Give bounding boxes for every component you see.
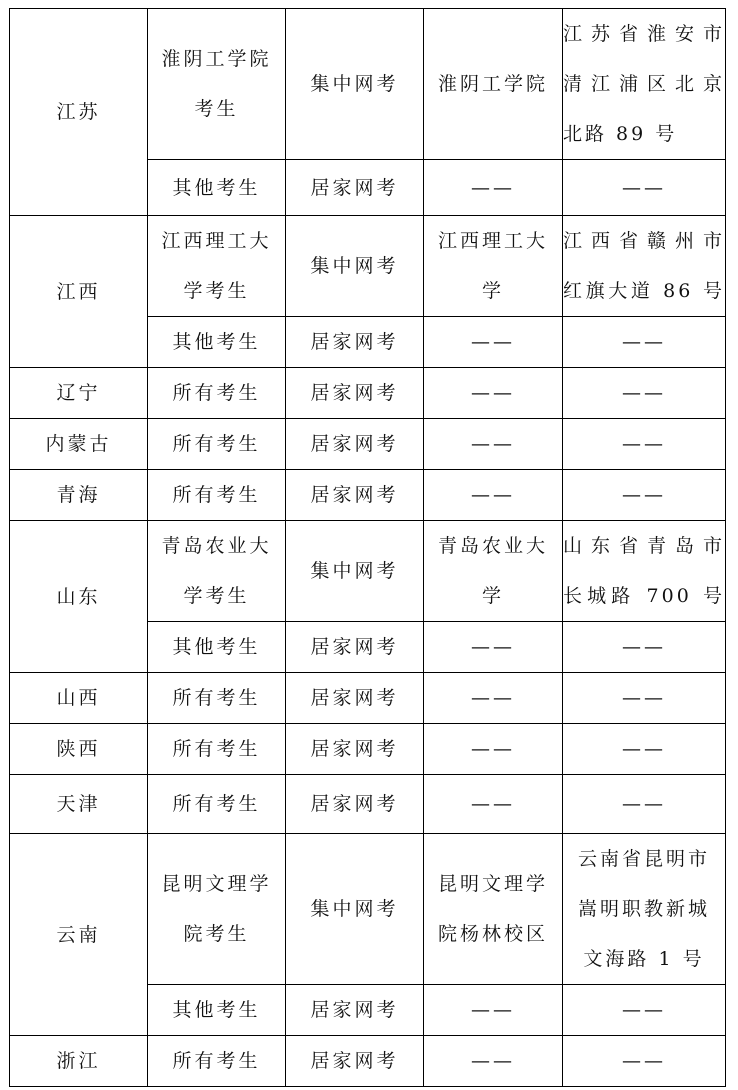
site-address-cell: —— bbox=[563, 160, 726, 216]
exam-site-cell: —— bbox=[424, 775, 563, 834]
exam-site-cell: —— bbox=[424, 368, 563, 419]
address-line: 江苏省淮安市 bbox=[563, 23, 725, 45]
province-cell: 内蒙古 bbox=[10, 419, 148, 470]
exam-site-cell: 江西理工大 学 bbox=[424, 216, 563, 317]
exam-site-cell: 淮阴工学院 bbox=[424, 9, 563, 160]
table-row bbox=[10, 216, 726, 317]
table-row bbox=[10, 834, 726, 985]
table-row bbox=[10, 1036, 726, 1087]
exam-mode-cell: 居家网考 bbox=[286, 419, 424, 470]
exam-mode-cell: 集中网考 bbox=[286, 521, 424, 622]
examinee-group-cell: 所有考生 bbox=[148, 470, 286, 521]
exam-mode-cell: 居家网考 bbox=[286, 1036, 424, 1087]
examinee-group-cell: 所有考生 bbox=[148, 673, 286, 724]
examinee-group-cell: 江西理工大 学考生 bbox=[148, 216, 286, 317]
site-address-cell: —— bbox=[563, 724, 726, 775]
exam-site-cell: —— bbox=[424, 985, 563, 1036]
examinee-group-cell: 所有考生 bbox=[148, 724, 286, 775]
address-line: 云南省昆明市 bbox=[577, 848, 710, 870]
examinee-group-cell: 所有考生 bbox=[148, 775, 286, 834]
site-address-cell: —— bbox=[563, 985, 726, 1036]
site-address-cell bbox=[563, 834, 726, 985]
address-line: 北路 89 号 bbox=[563, 123, 678, 145]
exam-mode-cell: 居家网考 bbox=[286, 317, 424, 368]
exam-site-cell: —— bbox=[424, 673, 563, 724]
address-line: 长城路 700 号 bbox=[563, 585, 725, 607]
address-line: 清江浦区北京 bbox=[563, 73, 725, 95]
address-line: 江西省赣州市 bbox=[563, 230, 725, 252]
province-cell: 天津 bbox=[10, 775, 148, 834]
province-cell: 辽宁 bbox=[10, 368, 148, 419]
exam-site-cell: —— bbox=[424, 317, 563, 368]
examinee-group-cell: 所有考生 bbox=[148, 368, 286, 419]
site-address-cell: —— bbox=[563, 470, 726, 521]
examinee-group-cell: 昆明文理学 院考生 bbox=[148, 834, 286, 985]
examinee-group-cell: 其他考生 bbox=[148, 985, 286, 1036]
site-address-cell: —— bbox=[563, 368, 726, 419]
address-line: 嵩明职教新城 bbox=[577, 898, 710, 920]
exam-mode-cell: 居家网考 bbox=[286, 724, 424, 775]
exam-mode-cell: 居家网考 bbox=[286, 985, 424, 1036]
exam-mode-cell: 居家网考 bbox=[286, 775, 424, 834]
province-cell: 山西 bbox=[10, 673, 148, 724]
province-cell: 青海 bbox=[10, 470, 148, 521]
examinee-group-cell: 其他考生 bbox=[148, 622, 286, 673]
examinee-group-cell: 其他考生 bbox=[148, 317, 286, 368]
exam-site-cell: —— bbox=[424, 419, 563, 470]
table-row bbox=[10, 724, 726, 775]
exam-mode-cell: 居家网考 bbox=[286, 470, 424, 521]
table-row bbox=[10, 673, 726, 724]
table-row bbox=[10, 419, 726, 470]
examinee-group-cell: 所有考生 bbox=[148, 1036, 286, 1087]
table-row bbox=[10, 521, 726, 622]
site-address-cell: —— bbox=[563, 317, 726, 368]
site-address-cell bbox=[563, 216, 726, 317]
province-cell: 江西 bbox=[10, 216, 148, 368]
exam-arrangement-table bbox=[9, 8, 726, 1087]
exam-mode-cell: 集中网考 bbox=[286, 834, 424, 985]
province-cell: 山东 bbox=[10, 521, 148, 673]
table-row bbox=[10, 470, 726, 521]
exam-mode-cell: 居家网考 bbox=[286, 368, 424, 419]
exam-site-cell: 青岛农业大 学 bbox=[424, 521, 563, 622]
exam-site-cell: —— bbox=[424, 1036, 563, 1087]
province-cell: 浙江 bbox=[10, 1036, 148, 1087]
examinee-group-cell: 淮阴工学院 考生 bbox=[148, 9, 286, 160]
site-address-cell: —— bbox=[563, 673, 726, 724]
table-row bbox=[10, 775, 726, 834]
examinee-group-cell: 所有考生 bbox=[148, 419, 286, 470]
province-cell: 云南 bbox=[10, 834, 148, 1036]
site-address-cell: —— bbox=[563, 419, 726, 470]
exam-site-cell: 昆明文理学 院杨林校区 bbox=[424, 834, 563, 985]
address-line: 文海路 1 号 bbox=[583, 948, 705, 970]
site-address-cell: —— bbox=[563, 1036, 726, 1087]
exam-mode-cell: 居家网考 bbox=[286, 160, 424, 216]
site-address-cell: —— bbox=[563, 775, 726, 834]
exam-site-cell: —— bbox=[424, 470, 563, 521]
exam-mode-cell: 集中网考 bbox=[286, 216, 424, 317]
examinee-group-cell: 青岛农业大 学考生 bbox=[148, 521, 286, 622]
exam-site-cell: —— bbox=[424, 622, 563, 673]
exam-site-cell: —— bbox=[424, 724, 563, 775]
province-cell: 江苏 bbox=[10, 9, 148, 216]
site-address-cell bbox=[563, 521, 726, 622]
table-row bbox=[10, 9, 726, 160]
site-address-cell: —— bbox=[563, 622, 726, 673]
province-cell: 陕西 bbox=[10, 724, 148, 775]
exam-site-cell: —— bbox=[424, 160, 563, 216]
examinee-group-cell: 其他考生 bbox=[148, 160, 286, 216]
address-line: 红旗大道 86 号 bbox=[563, 280, 725, 302]
address-line: 山东省青岛市 bbox=[563, 535, 725, 557]
site-address-cell bbox=[563, 9, 726, 160]
exam-mode-cell: 居家网考 bbox=[286, 622, 424, 673]
exam-mode-cell: 集中网考 bbox=[286, 9, 424, 160]
exam-mode-cell: 居家网考 bbox=[286, 673, 424, 724]
table-row bbox=[10, 368, 726, 419]
